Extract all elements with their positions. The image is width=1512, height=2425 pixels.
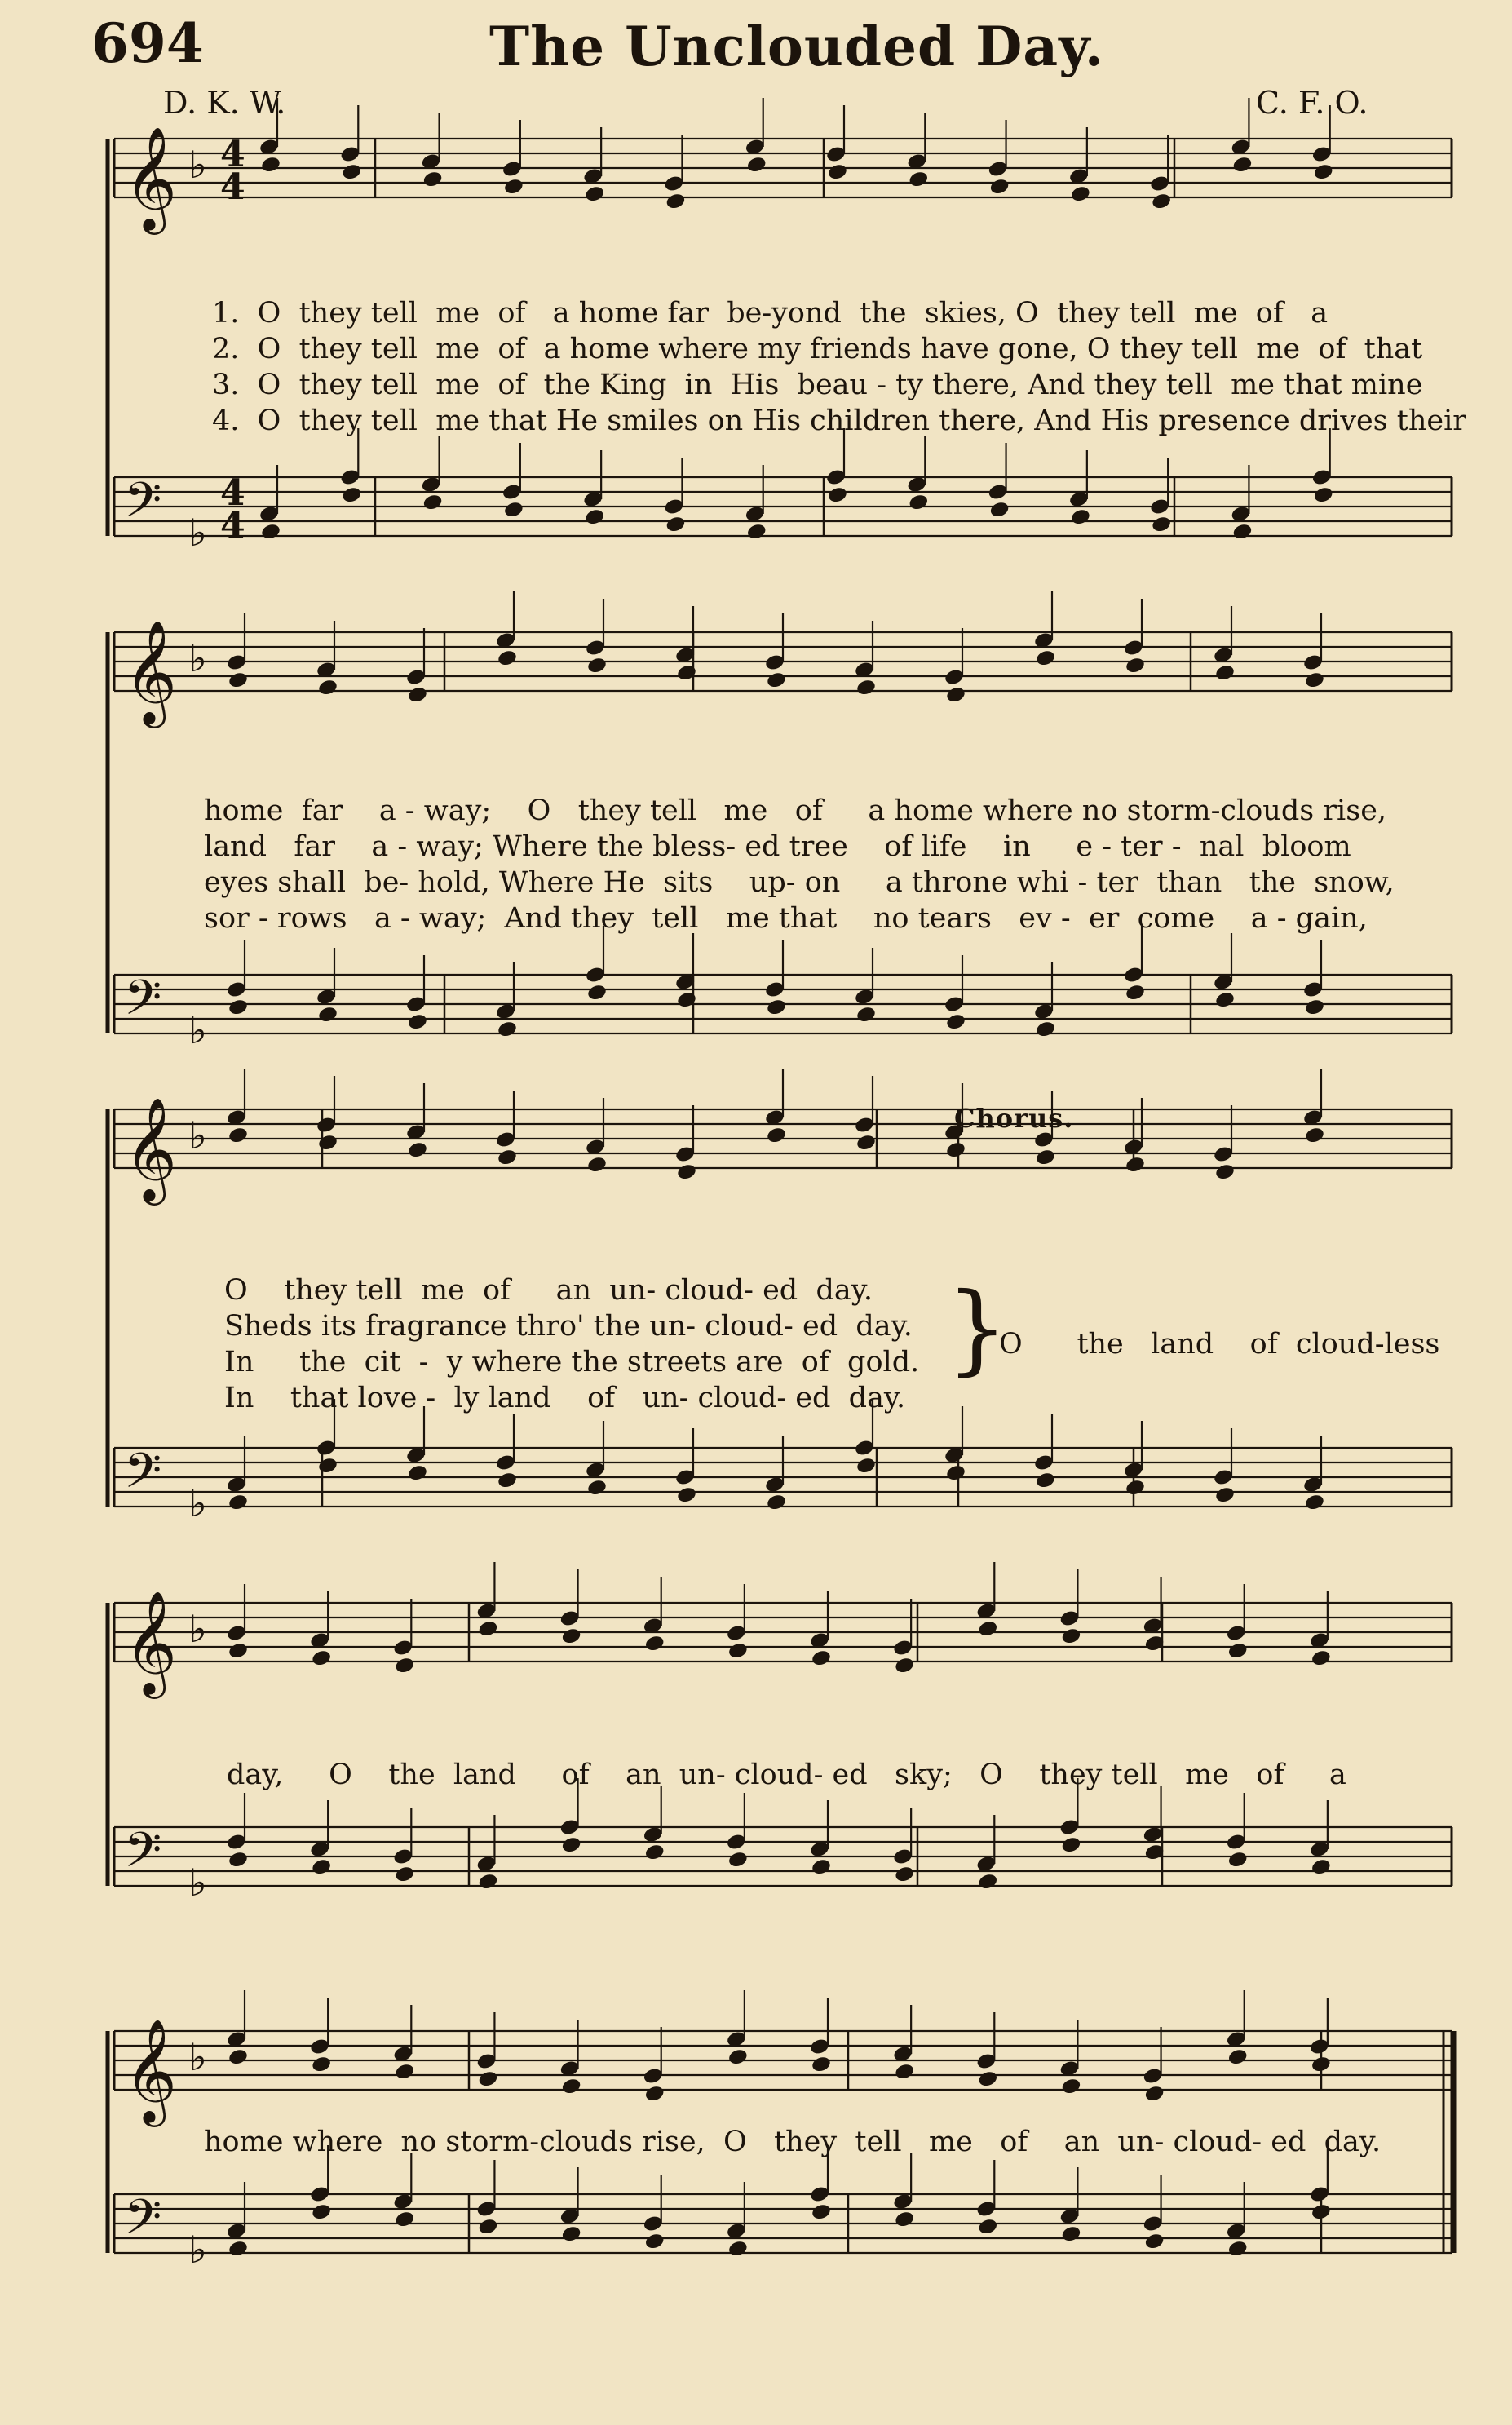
notehead xyxy=(503,177,524,196)
notehead xyxy=(908,493,929,511)
notehead xyxy=(1060,1626,1081,1645)
notehead xyxy=(811,2055,832,2073)
notehead xyxy=(228,1641,249,1660)
notehead xyxy=(560,1626,581,1645)
flat-sign: ♭ xyxy=(189,1607,207,1651)
notehead xyxy=(477,2217,498,2236)
notehead xyxy=(644,2084,665,2103)
notehead xyxy=(1125,983,1146,1002)
notehead xyxy=(1060,2224,1081,2243)
notehead xyxy=(945,1463,966,1482)
notehead xyxy=(407,1463,428,1482)
flat-sign: ♭ xyxy=(189,2228,207,2272)
notehead xyxy=(497,648,518,667)
notehead xyxy=(908,170,929,188)
notehead xyxy=(855,678,877,697)
notehead xyxy=(477,1872,498,1891)
clef-symbol: 𝄢 xyxy=(124,969,162,1038)
notehead xyxy=(988,500,1010,519)
notehead xyxy=(1070,184,1091,203)
notehead xyxy=(228,1126,249,1144)
verse-1-line: O they tell me of an un- cloud- ed day. xyxy=(224,1274,873,1307)
verse-brace: } xyxy=(946,1272,1009,1386)
verse-4-line: In that love - ly land of un- cloud- ed day. xyxy=(224,1382,906,1414)
notehead xyxy=(644,1843,665,1861)
notehead xyxy=(1304,998,1325,1016)
flat-sign: ♭ xyxy=(189,143,207,187)
notehead xyxy=(407,1012,428,1031)
time-signature: 4 xyxy=(220,166,245,208)
chorus-label: Chorus. xyxy=(954,1103,1074,1134)
verse-2-line: 2. O they tell me of a home where my friends have gone, O they tell me of that xyxy=(212,333,1423,365)
notehead xyxy=(1070,507,1091,526)
flat-sign: ♭ xyxy=(189,636,207,680)
notehead xyxy=(584,184,605,203)
notehead xyxy=(586,1155,608,1174)
notehead xyxy=(811,2202,832,2221)
verse-3-line: 3. O they tell me of the King in His beau - ty there, And they tell me that mine xyxy=(212,369,1423,401)
notehead xyxy=(560,2224,581,2243)
notehead xyxy=(1214,990,1236,1009)
notehead xyxy=(228,1850,249,1869)
notehead xyxy=(1214,1162,1236,1181)
notehead xyxy=(1151,515,1172,533)
clef-symbol: 𝄞 xyxy=(124,2018,178,2122)
chorus-line-2: day, O the land of an un- cloud- ed sky; O they tell me of a xyxy=(227,1759,1346,1791)
notehead xyxy=(503,500,524,519)
notehead xyxy=(855,1456,877,1475)
notehead xyxy=(1313,162,1334,181)
clef-symbol: 𝄞 xyxy=(124,1590,178,1694)
notehead xyxy=(746,522,767,541)
verse-4-line: sor - rows a - way; And they tell me that no tears ev - er come a - gain, xyxy=(204,902,1368,935)
notehead xyxy=(766,1493,787,1511)
verse-3-line: In the cit - y where the streets are of gold. xyxy=(224,1346,920,1378)
chorus-line-1: O the land of cloud-less xyxy=(999,1328,1440,1361)
notehead xyxy=(676,1162,697,1181)
notehead xyxy=(477,2069,498,2088)
notehead xyxy=(1035,1020,1056,1038)
notehead xyxy=(1125,1155,1146,1174)
notehead xyxy=(727,2047,749,2066)
notehead xyxy=(894,2062,915,2081)
flat-sign: ♭ xyxy=(189,511,207,555)
notehead xyxy=(394,1656,415,1675)
notehead xyxy=(665,515,686,533)
notehead xyxy=(1060,1835,1081,1854)
notehead xyxy=(341,162,362,181)
notehead xyxy=(1060,2077,1081,2095)
notehead xyxy=(1143,2232,1165,2250)
notehead xyxy=(977,2069,998,2088)
notehead xyxy=(497,1471,518,1489)
notehead xyxy=(1214,1485,1236,1504)
notehead xyxy=(311,1648,332,1667)
notehead xyxy=(228,998,249,1016)
notehead xyxy=(311,1857,332,1876)
notehead xyxy=(584,507,605,526)
notehead xyxy=(945,1140,966,1159)
notehead xyxy=(727,2239,749,2258)
notehead xyxy=(317,678,338,697)
verse-1-line: home far a - way; O they tell me of a home where no storm-clouds rise, xyxy=(204,794,1387,827)
hymn-number: 694 xyxy=(91,11,204,75)
verse-3-line: eyes shall be- hold, Where He sits up- on a throne whi - ter than the snow, xyxy=(204,866,1395,899)
notehead xyxy=(644,1634,665,1653)
notehead xyxy=(1304,670,1325,689)
hymn-title: The Unclouded Day. xyxy=(489,15,1104,78)
notehead xyxy=(1311,2055,1332,2073)
notehead xyxy=(341,485,362,504)
notehead xyxy=(1035,648,1056,667)
notehead xyxy=(422,493,443,511)
notehead xyxy=(727,1641,749,1660)
flat-sign: ♭ xyxy=(189,1861,207,1905)
flat-sign: ♭ xyxy=(189,2035,207,2079)
clef-symbol: 𝄞 xyxy=(124,1096,178,1201)
notehead xyxy=(977,1619,998,1638)
notehead xyxy=(560,2077,581,2095)
notehead xyxy=(855,1133,877,1152)
notehead xyxy=(766,670,787,689)
time-signature: 4 xyxy=(220,505,245,547)
notehead xyxy=(894,1656,915,1675)
notehead xyxy=(228,2047,249,2066)
flat-sign: ♭ xyxy=(189,1113,207,1157)
verse-1-line: 1. O they tell me of a home far be-yond the skies, O they tell me of a xyxy=(212,297,1329,330)
notehead xyxy=(766,1126,787,1144)
flat-sign: ♭ xyxy=(189,1481,207,1525)
notehead xyxy=(228,1493,249,1511)
flat-sign: ♭ xyxy=(189,1008,207,1052)
notehead xyxy=(1313,485,1334,504)
notehead xyxy=(1227,1641,1249,1660)
time-signature: 4 xyxy=(220,134,245,175)
clef-symbol: 𝄞 xyxy=(124,619,178,724)
notehead xyxy=(1311,1857,1332,1876)
notehead xyxy=(1035,1148,1056,1166)
notehead xyxy=(1035,1471,1056,1489)
notehead xyxy=(1227,2047,1249,2066)
notehead xyxy=(727,1850,749,1869)
notehead xyxy=(977,2217,998,2236)
notehead xyxy=(945,685,966,704)
notehead xyxy=(311,2202,332,2221)
notehead xyxy=(477,1619,498,1638)
notehead xyxy=(827,485,848,504)
notehead xyxy=(1227,2239,1249,2258)
chorus-line-3: home where no storm-clouds rise, O they tell me of an un- cloud- ed day. xyxy=(204,2126,1382,2158)
notehead xyxy=(1125,1478,1146,1497)
notehead xyxy=(1125,656,1146,675)
notehead xyxy=(317,1133,338,1152)
notehead xyxy=(855,1005,877,1024)
verse-2-line: land far a - way; Where the bless- ed tree of life in e - ter - nal bloom xyxy=(204,830,1351,863)
notehead xyxy=(945,1012,966,1031)
notehead xyxy=(1231,155,1253,174)
notehead xyxy=(497,1148,518,1166)
verse-2-line: Sheds its fragrance thro' the un- cloud- ed day. xyxy=(224,1310,913,1343)
notehead xyxy=(894,2210,915,2228)
notehead xyxy=(827,162,848,181)
notehead xyxy=(407,685,428,704)
notehead xyxy=(746,155,767,174)
notehead xyxy=(1311,1648,1332,1667)
notehead xyxy=(1304,1493,1325,1511)
notehead xyxy=(988,177,1010,196)
notehead xyxy=(1311,2202,1332,2221)
notehead xyxy=(766,998,787,1016)
notehead xyxy=(1227,1850,1249,1869)
notehead xyxy=(1151,192,1172,210)
notehead xyxy=(977,1872,998,1891)
notehead xyxy=(311,2055,332,2073)
words-credit: D. K. W. xyxy=(163,85,286,121)
clef-symbol: 𝄞 xyxy=(124,126,178,230)
music-credit: C. F. O. xyxy=(1256,85,1368,121)
clef-symbol: 𝄢 xyxy=(124,1442,162,1511)
notehead xyxy=(1143,2084,1165,2103)
notehead xyxy=(317,1456,338,1475)
notehead xyxy=(394,2062,415,2081)
clef-symbol: 𝄢 xyxy=(124,1821,162,1890)
notehead xyxy=(228,670,249,689)
notehead xyxy=(811,1857,832,1876)
notehead xyxy=(644,2232,665,2250)
clef-symbol: 𝄢 xyxy=(124,471,162,540)
notehead xyxy=(586,656,608,675)
notehead xyxy=(260,522,281,541)
notehead xyxy=(1304,1126,1325,1144)
notehead xyxy=(586,1478,608,1497)
notehead xyxy=(665,192,686,210)
notehead xyxy=(317,1005,338,1024)
notehead xyxy=(586,983,608,1002)
notehead xyxy=(260,155,281,174)
notehead xyxy=(676,1485,697,1504)
notehead xyxy=(394,1865,415,1883)
notehead xyxy=(394,2210,415,2228)
notehead xyxy=(228,2239,249,2258)
notehead xyxy=(894,1865,915,1883)
notehead xyxy=(560,1835,581,1854)
clef-symbol: 𝄢 xyxy=(124,2188,162,2257)
notehead xyxy=(497,1020,518,1038)
notehead xyxy=(1214,663,1236,682)
time-signature: 4 xyxy=(220,472,245,514)
notehead xyxy=(1231,522,1253,541)
notehead xyxy=(422,170,443,188)
notehead xyxy=(407,1140,428,1159)
notehead xyxy=(811,1648,832,1667)
verse-4-line: 4. O they tell me that He smiles on His children there, And His presence drives their xyxy=(212,405,1467,437)
